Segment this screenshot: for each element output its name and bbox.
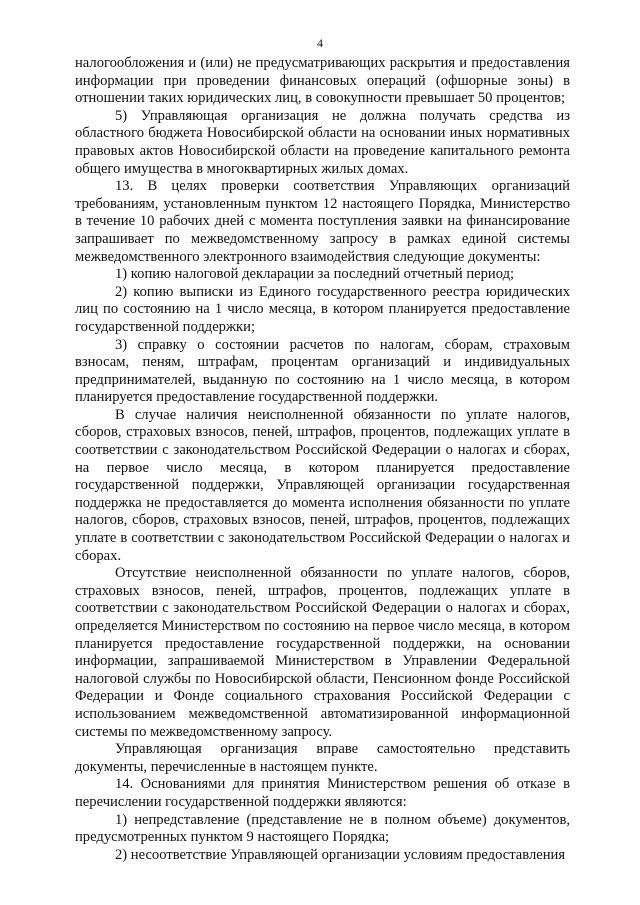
paragraph: 5) Управляющая организация не должна получать средства из областного бюджета Новосибирской области на основании иных нормативных правовых актов Новосибирской области на проведение капитального ремонта общего имущества в многоквартирных жилых домах. bbox=[75, 107, 570, 177]
paragraph: Управляющая организация вправе самостоятельно представить документы, перечисленные в настоящем пункте. bbox=[75, 741, 570, 775]
paragraph: 2) копию выписки из Единого государственного реестра юридических лиц по состоянию на 1 число месяца, в котором планируется предоставление государственной поддержки; bbox=[75, 283, 570, 335]
paragraph: налогообложения и (или) не предусматривающих раскрытия и предоставления информации при проведении финансовых операций (офшорные зоны) в отношении таких юридических лиц, в совокупности превышает 50 процентов; bbox=[75, 55, 570, 107]
page-number: 4 bbox=[317, 36, 323, 50]
paragraph: 2) несоответствие Управляющей организации условиям предоставления bbox=[115, 846, 566, 863]
paragraph: В случае наличия неисполненной обязанности по уплате налогов, сборов, страховых взносов, пеней, штрафов, процентов, подлежащих уплате в соответствии с законодательством Российской Федерации о налогах и сборах, на первое число месяца, в котором планируется предоставление государственной поддержки, Управляющей организации государственная поддержка не предоставляется до момента исполнения обязанности по уплате налогов, сборов, страховых взносов, пеней, штрафов, процентов, подлежащих уплате в соответствии с законодательством Российской Федерации о налогах и сборах. bbox=[75, 406, 570, 564]
paragraph: 1) копию налоговой декларации за последний отчетный период; bbox=[115, 266, 515, 283]
paragraph: 14. Основаниями для принятия Министерством решения об отказе в перечислении государственной поддержки являются: bbox=[75, 776, 570, 810]
paragraph: Отсутствие неисполненной обязанности по уплате налогов, сборов, страховых взносов, пеней, штрафов, процентов, подлежащих уплате в соответствии с законодательством Российской Федерации о налогах и сборах, определяется Министерством по состоянию на первое число месяца, в котором планируется предоставление государственной поддержки, на основании информации, запрашиваемой Министерством в Управлении Федеральной налоговой службы по Новосибирской области, Пенсионном фонде Российской Федерации и Фонде социального страхования Российской Федерации с использованием межведомственной автоматизированной информационной системы по межведомственному запросу. bbox=[75, 565, 570, 740]
document-body bbox=[75, 55, 570, 864]
paragraph: 3) справку о состоянии расчетов по налогам, сборам, страховым взносам, пеням, штрафам, процентам организаций и индивидуальных предпринимателей, выданную по состоянию на 1 число месяца, в котором планируется предоставление государственной поддержки. bbox=[75, 336, 570, 406]
paragraph: 1) непредставление (представление не в полном объеме) документов, предусмотренных пунктом 9 настоящего Порядка; bbox=[75, 811, 570, 846]
paragraph: 13. В целях проверки соответствия Управляющих организаций требованиям, установленным пунктом 12 настоящего Порядка, Министерство в течение 10 рабочих дней с момента поступления заявки на финансирование запрашивает по межведомственному запросу в рамках единой системы межведомственного электронного взаимодействия следующие документы: bbox=[75, 178, 570, 265]
